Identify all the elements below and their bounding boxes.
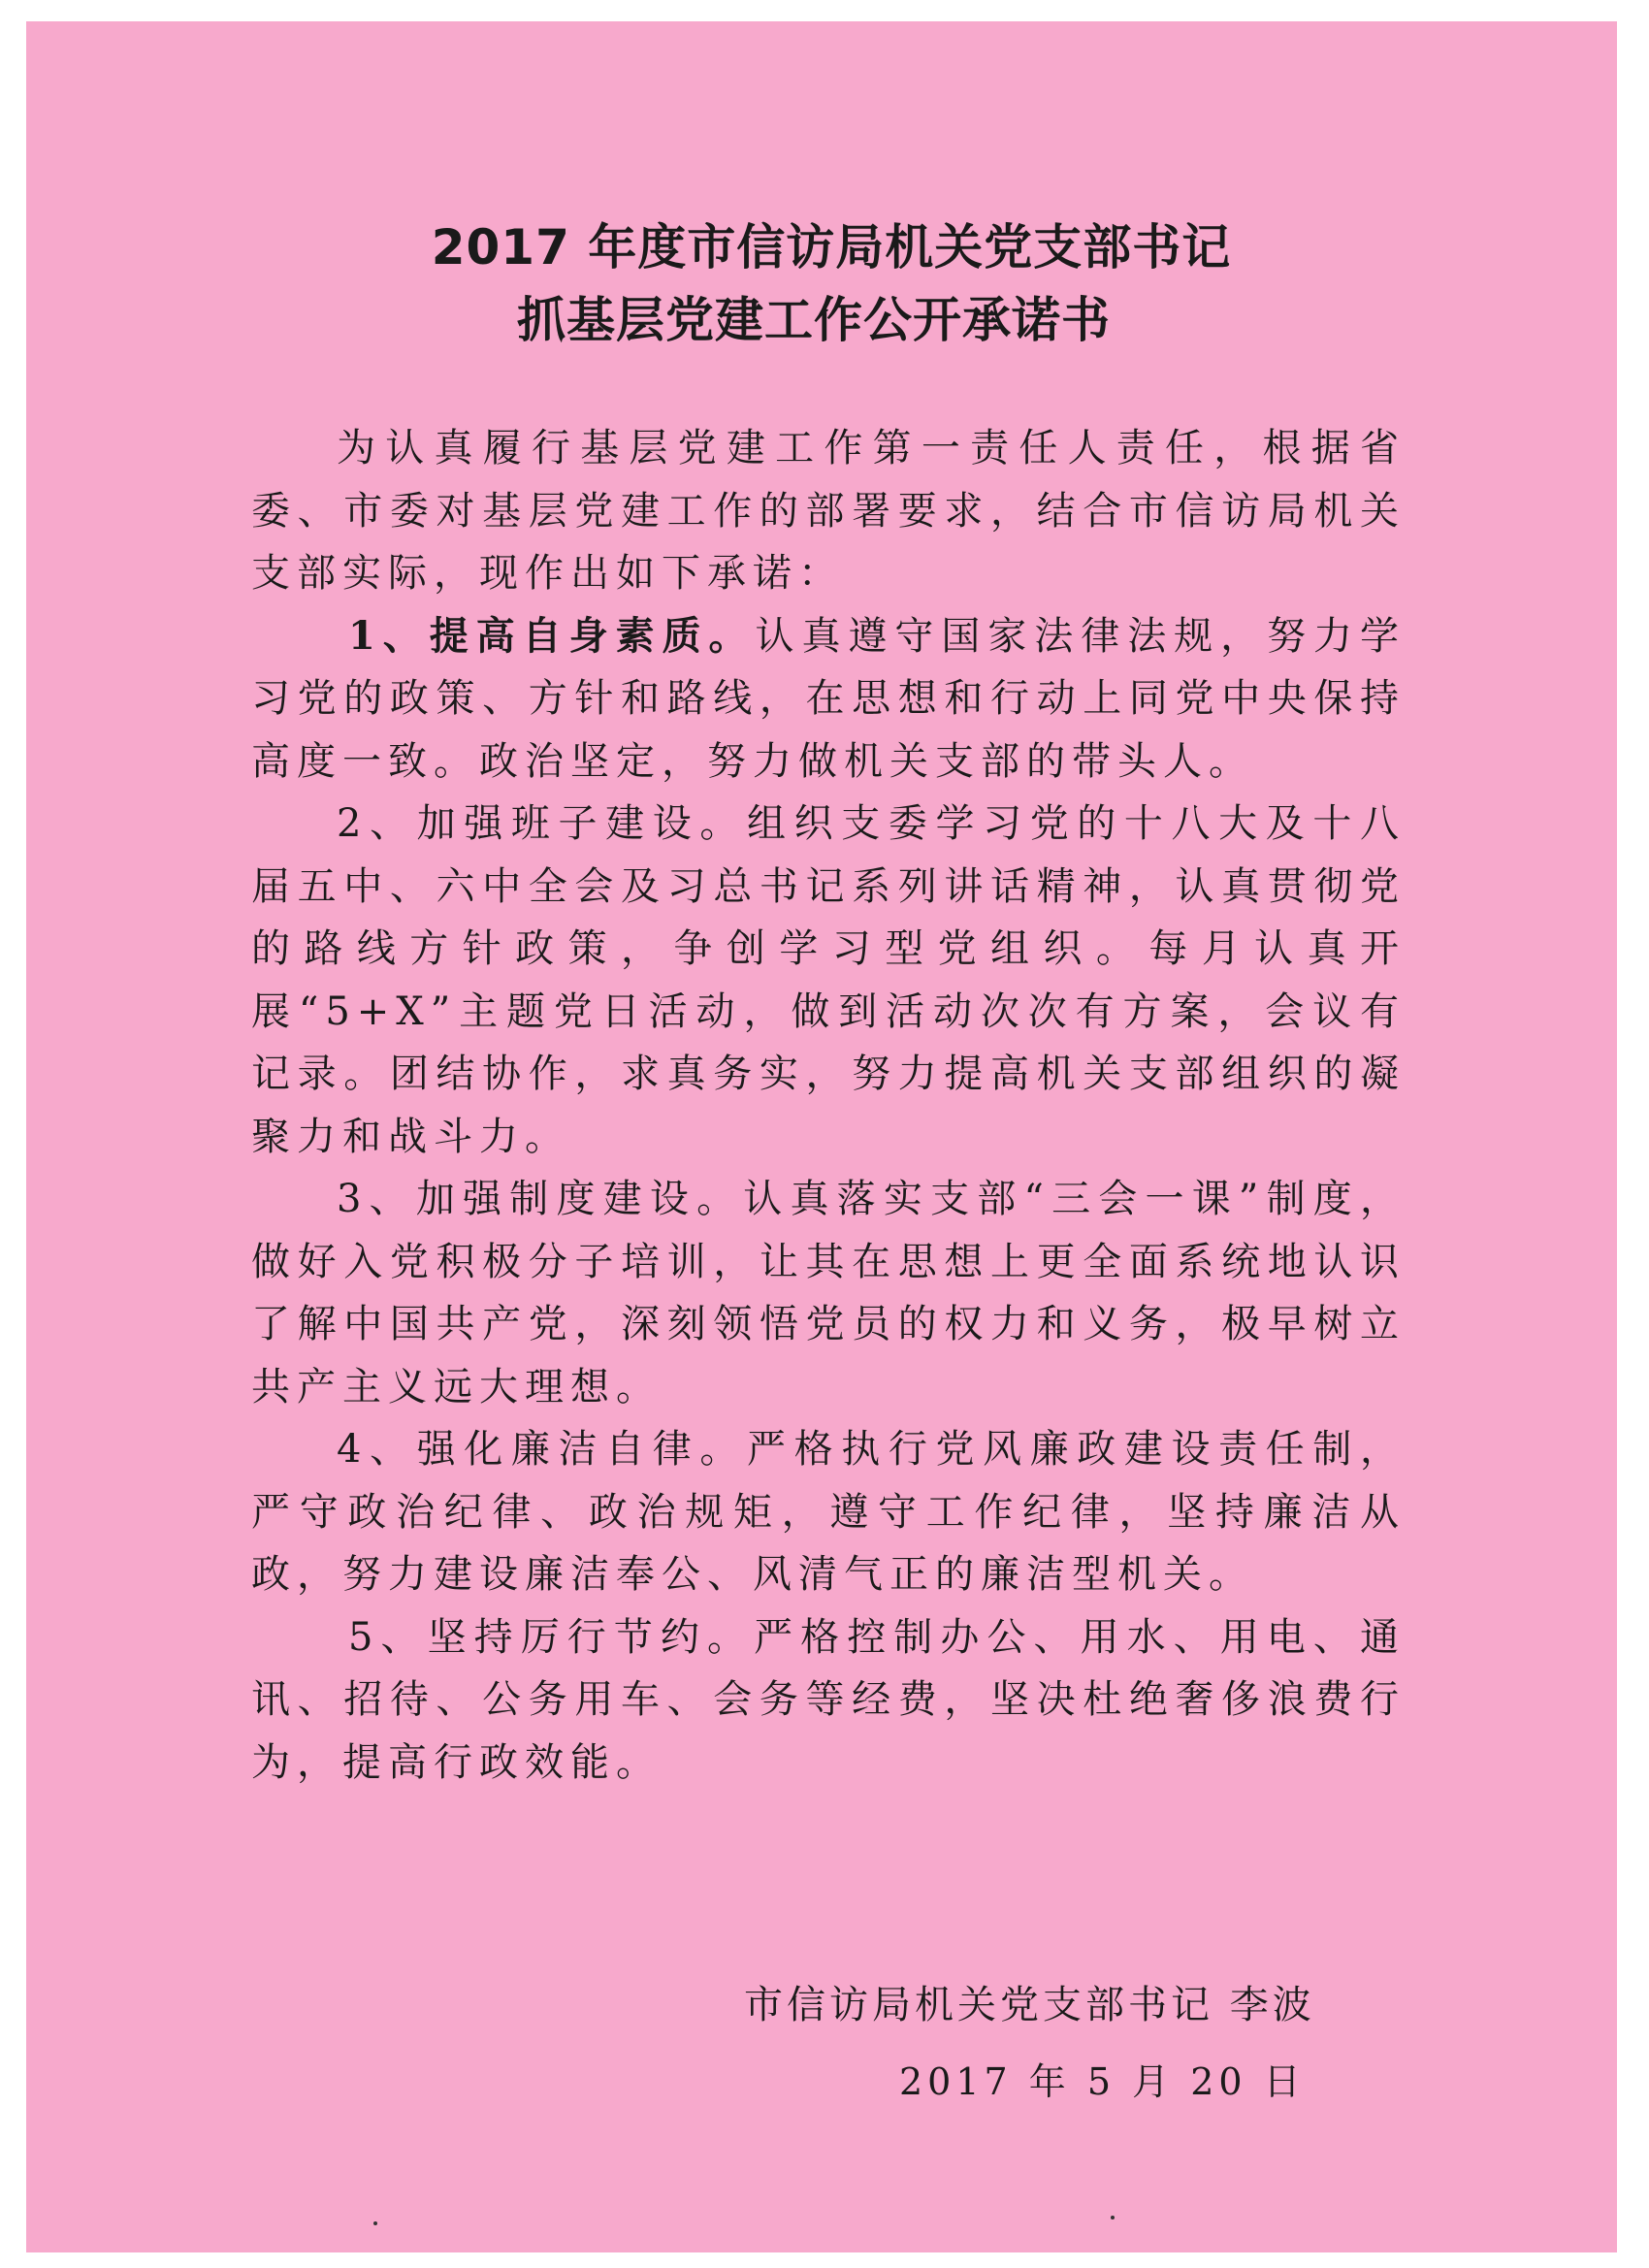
- intro-paragraph: 为认真履行基层党建工作第一责任人责任，根据省委、市委对基层党建工作的部署要求，结合市信访局机关支部实际，现作出如下承诺：: [251, 426, 1406, 596]
- commitment-item-4-head: 4、强化廉洁自律。: [337, 1427, 747, 1472]
- commitment-item-5-head: 5、坚持厉行节约。: [348, 1614, 755, 1660]
- commitment-item-3: [251, 1168, 1406, 1418]
- document-body: [251, 417, 1406, 1794]
- commitment-item-2-head: 2、加强班子建设。: [337, 801, 747, 846]
- commitment-item-1-text: 认真遵守国家法律法规，努力学习党的政策、方针和路线，在思想和行动上同党中央保持高度一致。政治坚定，努力做机关支部的带头人。: [251, 613, 1406, 784]
- commitment-item-3-head: 3、加强制度建设。: [337, 1177, 744, 1221]
- document-title-line-2: 抓基层党建工作公开承诺书: [517, 292, 1111, 348]
- commitment-item-5: [251, 1606, 1406, 1795]
- commitment-item-1: [251, 605, 1406, 794]
- commitment-item-1-head: 1、提高自身素质。: [348, 612, 756, 659]
- commitment-item-2-text: 组织支委学习党的十八大及十八届五中、六中全会及习总书记系列讲话精神，认真贯彻党的路线方针政策，争创学习型党组织。每月认真开展“5+X”主题党日活动，做到活动次次有方案，会议有记录。团结协作，求真务实，努力提高机关支部组织的凝聚力和战斗力。: [251, 801, 1406, 1159]
- commitment-item-3-text: 认真落实支部“三会一课”制度，做好入党积极分子培训，让其在思想上更全面系统地认识了解中国共产党，深刻领悟党员的权力和义务，极早树立共产主义远大理想。: [251, 1177, 1406, 1409]
- signature-date: 2017 年 5 月 20 日: [899, 2060, 1306, 2103]
- commitment-item-2: [251, 793, 1406, 1168]
- commitment-item-4-text: 严格执行党风廉政建设责任制，严守政治纪律、政治规矩，遵守工作纪律，坚持廉洁从政，努力建设廉洁奉公、风清气正的廉洁型机关。: [251, 1427, 1406, 1597]
- signature-line: 市信访局机关党支部书记 李波: [744, 1983, 1315, 2027]
- commitment-item-5-text: 严格控制办公、用水、用电、通讯、招待、公务用车、会务等经费，坚决杜绝奢侈浪费行为，提高行政效能。: [251, 1614, 1406, 1785]
- commitment-item-4: [251, 1418, 1406, 1606]
- document-title-line-1: 2017 年度市信访局机关党支部书记: [431, 219, 1232, 275]
- scan-speck: [373, 2221, 377, 2225]
- document-page: [26, 21, 1617, 2252]
- scan-speck: [1111, 2216, 1115, 2219]
